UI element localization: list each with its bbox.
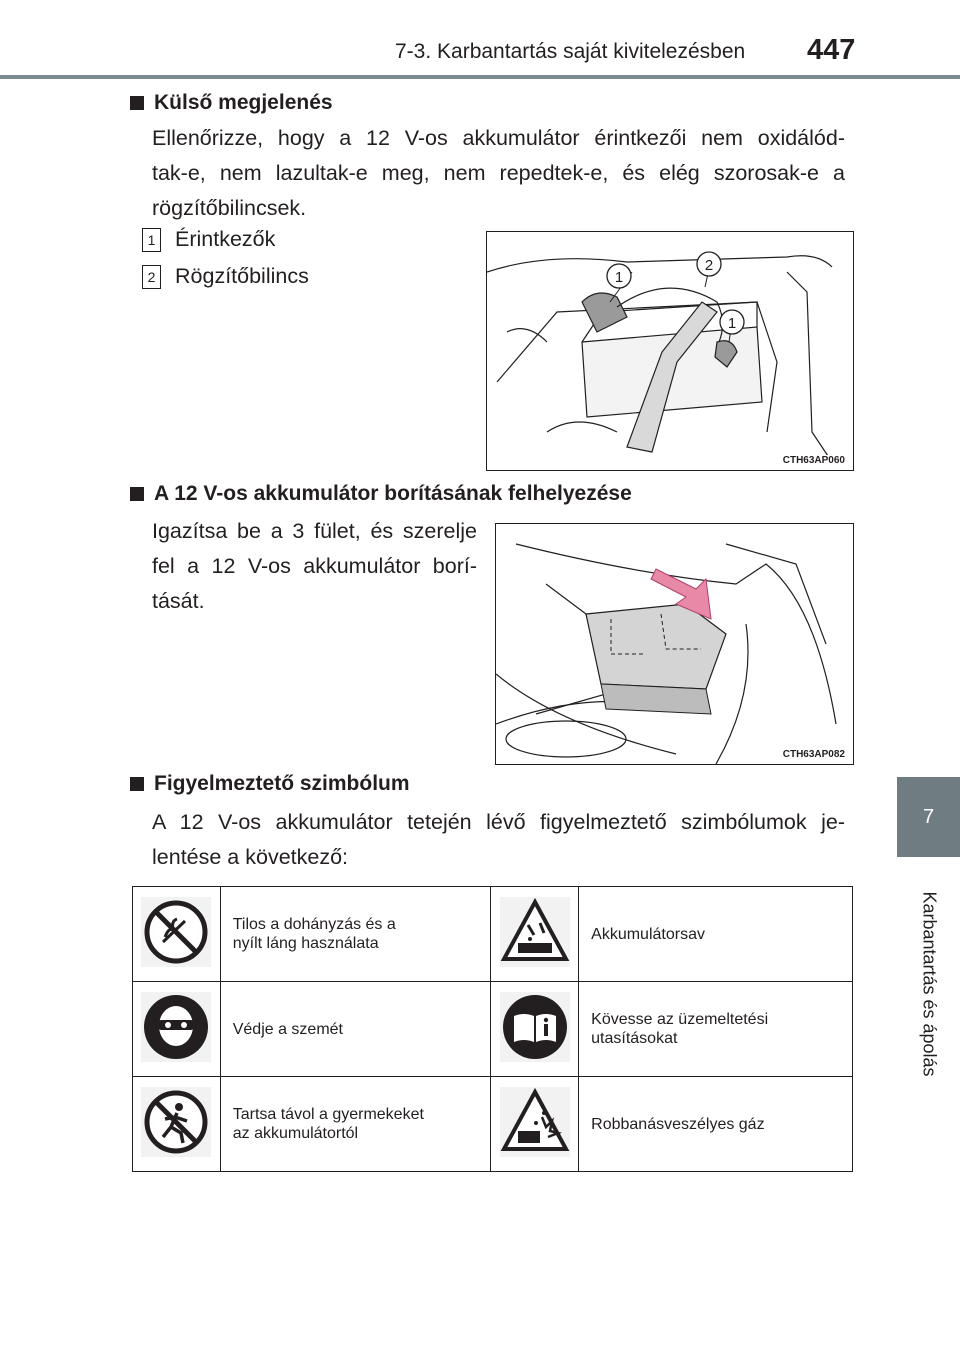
paragraph-line: A 12 V-os akkumulátor tetején lévő figyelmeztető szimbólumok je-: [152, 810, 845, 834]
table-cell-icon: [133, 887, 221, 982]
section-heading-warning-symbol: [130, 772, 410, 796]
chapter-tab: 7: [897, 777, 960, 857]
symbol-label: nyílt láng használata: [232, 935, 379, 952]
eye-protection-icon: [141, 992, 211, 1062]
keep-children-away-icon: [141, 1087, 211, 1157]
legend-item-1: [142, 227, 275, 252]
table-cell-text: [220, 887, 491, 982]
bullet-square-icon: [130, 777, 144, 791]
symbol-label: Kövesse az üzemeltetési: [591, 1011, 769, 1028]
table-cell-icon: [491, 1077, 579, 1172]
page-number: 447: [807, 34, 856, 66]
cover-illustration: [496, 524, 853, 764]
read-manual-icon: [500, 992, 570, 1062]
bullet-square-icon: [130, 96, 144, 110]
table-cell-text: [220, 1077, 491, 1172]
section-heading-cover: [130, 482, 632, 506]
symbol-label: az akkumulátortól: [232, 1125, 359, 1142]
battery-cover-figure: [495, 523, 854, 765]
symbol-label: Tartsa távol a gyermekeket: [232, 1106, 424, 1123]
table-cell-text: [579, 982, 853, 1077]
table-cell-icon: [133, 982, 221, 1077]
table-cell-icon: [491, 887, 579, 982]
warning-symbols-table: [132, 886, 853, 1172]
header-rule: [0, 75, 960, 79]
figure-code: CTH63AP060: [782, 455, 845, 466]
symbol-label: Akkumulátorsav: [591, 925, 705, 943]
table-row: [133, 982, 853, 1077]
symbol-label: Védje a szemét: [232, 1020, 343, 1038]
chapter-side-label-text: Karbantartás és ápolás: [919, 891, 940, 1077]
number-box: 2: [142, 265, 161, 289]
paragraph-line: Ellenőrizze, hogy a 12 V-os akkumulátor érintkezői nem oxidálód-: [152, 126, 845, 150]
table-cell-text: [220, 982, 491, 1077]
legend-item-label: Érintkezők: [175, 227, 276, 251]
table-row: [133, 1077, 853, 1172]
symbol-label: Robbanásveszélyes gáz: [591, 1115, 765, 1133]
number-box: 1: [142, 228, 161, 252]
symbol-label: Tilos a dohányzás és a: [232, 916, 396, 933]
section2-paragraph: [152, 514, 477, 619]
section-heading-text: Külső megjelenés: [154, 91, 333, 114]
battery-illustration: [487, 232, 853, 470]
chapter-side-label: [884, 869, 960, 1099]
acid-warning-icon: [500, 897, 570, 967]
table-cell-icon: [491, 982, 579, 1077]
battery-terminals-figure: [486, 231, 854, 471]
table-row: [133, 887, 853, 982]
section-heading-text: A 12 V-os akkumulátor borításának felhelyezése: [154, 482, 632, 505]
bullet-square-icon: [130, 487, 144, 501]
paragraph-line: tását.: [152, 589, 205, 613]
figure-callout-1: 1: [614, 269, 624, 286]
symbol-label: utasításokat: [591, 1030, 678, 1047]
paragraph-line: rögzítőbilincsek.: [152, 196, 307, 220]
paragraph-line: fel a 12 V-os akkumulátor borí-: [152, 554, 477, 578]
section-heading-exterior: [130, 91, 333, 115]
paragraph-line: Igazítsa be a 3 fület, és szerelje: [152, 519, 477, 543]
paragraph-line: tak-e, nem lazultak-e meg, nem repedtek-e, és elég szorosak-e a: [152, 161, 845, 185]
figure-code: CTH63AP082: [782, 749, 845, 760]
figure-callout-2: 2: [704, 257, 714, 274]
legend-item-label: Rögzítőbilincs: [175, 264, 309, 288]
paragraph-line: lentése a következő:: [152, 845, 349, 869]
section1-paragraph: [152, 121, 845, 226]
table-cell-text: [579, 887, 853, 982]
section3-paragraph: [152, 805, 845, 875]
table-cell-icon: [133, 1077, 221, 1172]
figure-callout-1b: 1: [727, 315, 737, 332]
explosive-gas-icon: [500, 1087, 570, 1157]
section-heading-text: Figyelmeztető szimbólum: [154, 772, 410, 795]
running-header-title: 7-3. Karbantartás saját kivitelezésben: [395, 40, 746, 63]
legend-item-2: [142, 264, 309, 289]
no-smoking-icon: [141, 897, 211, 967]
table-cell-text: [579, 1077, 853, 1172]
